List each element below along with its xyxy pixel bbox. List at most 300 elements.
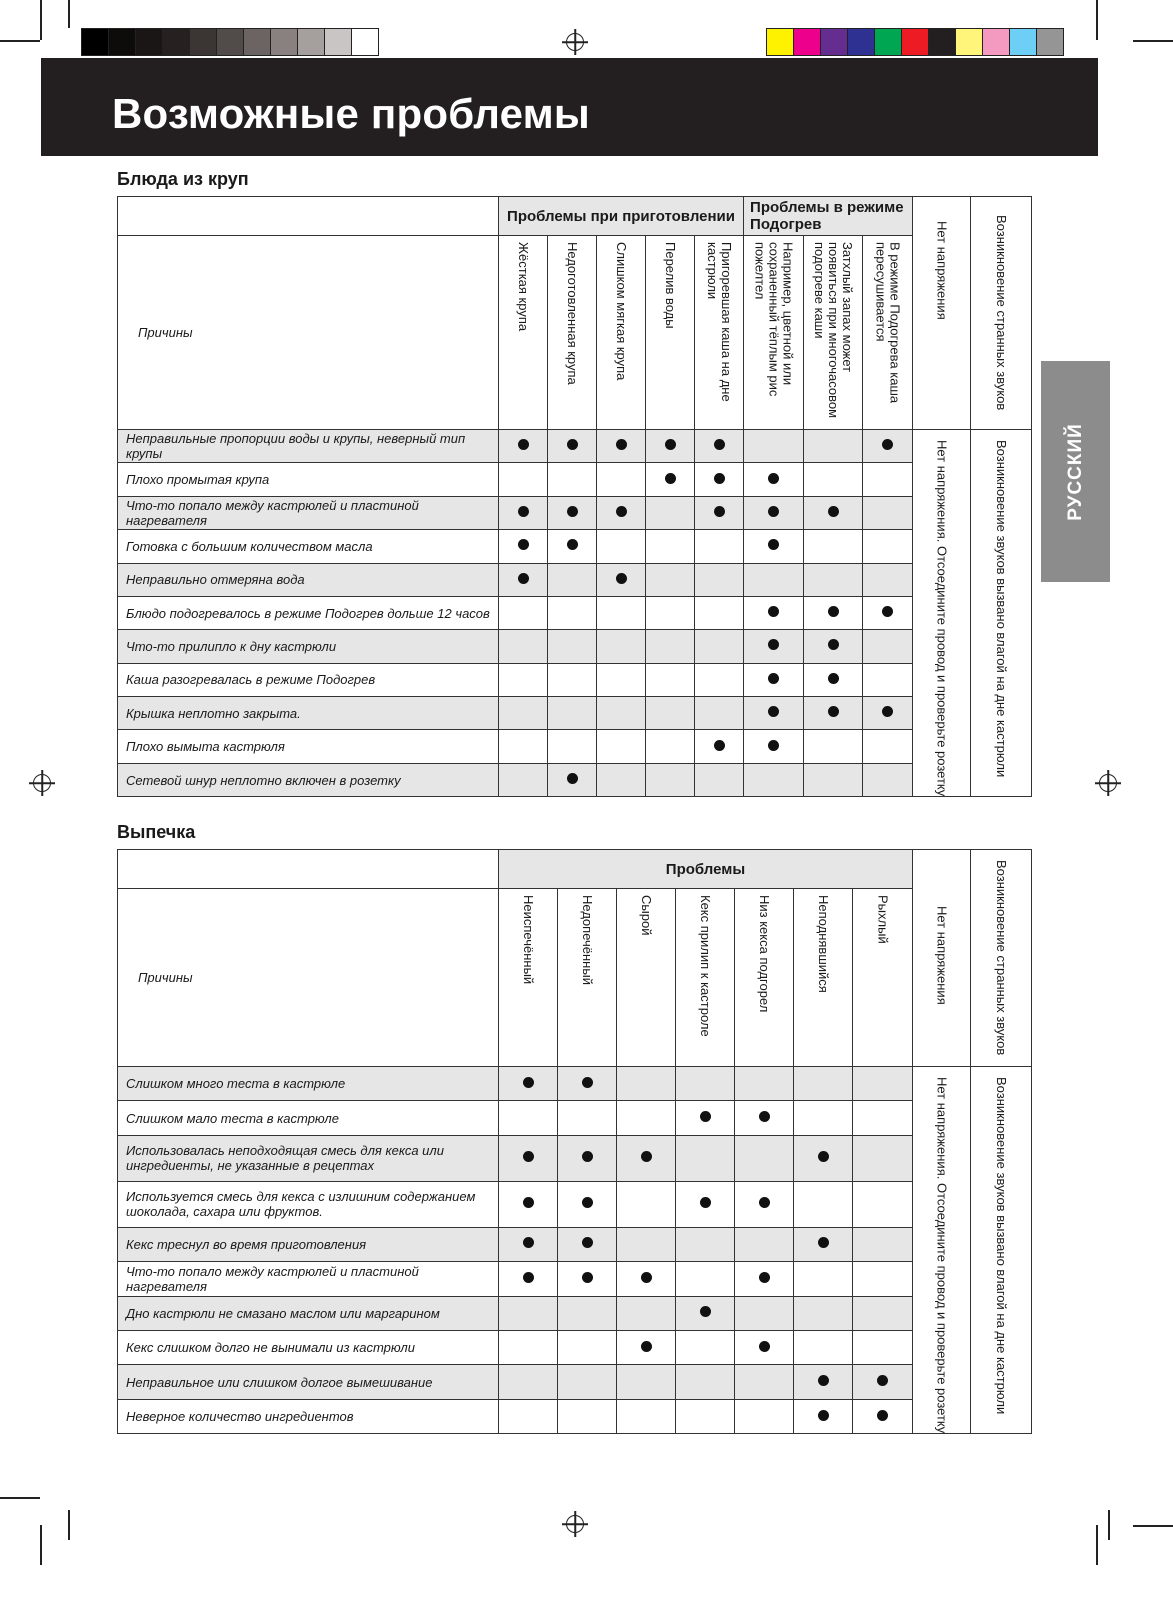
grains-column-header xyxy=(597,236,646,430)
grains-cause-cell: Сетевой шнур неплотно включен в розетку xyxy=(118,763,499,797)
bullet-dot-icon xyxy=(882,706,893,717)
grains-mark-cell xyxy=(548,530,597,563)
bullet-dot-icon xyxy=(877,1375,888,1386)
baking-mark-cell xyxy=(617,1296,676,1330)
grains-mark-cell xyxy=(744,530,804,563)
grains-mark-cell xyxy=(695,697,744,730)
bullet-dot-icon xyxy=(700,1306,711,1317)
baking-mark-cell xyxy=(499,1227,558,1261)
bullet-dot-icon xyxy=(828,606,839,617)
grains-causes-label: Причины xyxy=(118,236,499,430)
baking-group-problems: Проблемы xyxy=(499,850,913,889)
baking-mark-cell xyxy=(499,1135,558,1181)
grains-mark-cell xyxy=(499,596,548,629)
grains-noise-header-cell xyxy=(971,197,1032,430)
color-swatch xyxy=(1037,29,1063,55)
grains-noise-header: Возникновение странных звуков xyxy=(994,215,1010,411)
baking-mark-cell xyxy=(735,1262,794,1296)
crop-mark xyxy=(1096,1525,1098,1565)
grains-mark-cell xyxy=(744,663,804,696)
color-swatch xyxy=(983,29,1010,55)
table-row xyxy=(118,496,1032,529)
grains-no-power-header-cell xyxy=(913,197,971,430)
baking-mark-cell xyxy=(735,1227,794,1261)
baking-mark-cell xyxy=(735,1330,794,1364)
baking-mark-cell xyxy=(558,1365,617,1399)
baking-mark-cell xyxy=(499,1296,558,1330)
baking-cause-cell: Неправильное или слишком долгое вымешивание xyxy=(118,1365,499,1399)
baking-mark-cell xyxy=(794,1101,853,1135)
baking-mark-cell xyxy=(794,1399,853,1433)
baking-mark-cell xyxy=(676,1262,735,1296)
grains-cause-cell: Каша разогревалась в режиме Подогрев xyxy=(118,663,499,696)
table-row xyxy=(118,1399,1032,1433)
baking-mark-cell xyxy=(676,1227,735,1261)
registration-mark-icon xyxy=(33,774,51,792)
baking-causes-label: Причины xyxy=(118,889,499,1067)
baking-mark-cell xyxy=(853,1067,913,1101)
baking-table xyxy=(117,849,1032,1434)
grains-mark-cell xyxy=(744,730,804,763)
grains-mark-cell xyxy=(744,563,804,596)
grains-noise-text: Возникновение звуков вызвано влагой на дне кастрюли xyxy=(994,440,1010,778)
table-row xyxy=(118,1262,1032,1296)
baking-mark-cell xyxy=(499,1330,558,1364)
table-row xyxy=(118,430,1032,463)
crop-mark xyxy=(40,1525,42,1565)
baking-mark-cell xyxy=(558,1067,617,1101)
color-swatch xyxy=(163,29,190,55)
bullet-dot-icon xyxy=(523,1197,534,1208)
bullet-dot-icon xyxy=(518,539,529,550)
bullet-dot-icon xyxy=(759,1272,770,1283)
baking-section-title: Выпечка xyxy=(117,822,196,842)
grains-mark-cell xyxy=(597,763,646,797)
grains-mark-cell xyxy=(863,663,913,696)
baking-cause-cell: Кекс слишком долго не вынимали из кастрюли xyxy=(118,1330,499,1364)
grains-mark-cell xyxy=(548,763,597,797)
baking-no-power-header-cell xyxy=(913,850,971,1067)
grains-mark-cell xyxy=(695,563,744,596)
bullet-dot-icon xyxy=(641,1151,652,1162)
bullet-dot-icon xyxy=(714,740,725,751)
baking-mark-cell xyxy=(676,1330,735,1364)
grains-column-header-label: Слишком мягкая крупа xyxy=(614,242,629,381)
grains-mark-cell xyxy=(695,530,744,563)
bullet-dot-icon xyxy=(768,606,779,617)
bullet-dot-icon xyxy=(567,539,578,550)
crop-mark xyxy=(68,0,70,28)
baking-mark-cell xyxy=(499,1101,558,1135)
grains-column-header xyxy=(548,236,597,430)
bullet-dot-icon xyxy=(768,639,779,650)
color-swatch xyxy=(956,29,983,55)
baking-mark-cell xyxy=(794,1365,853,1399)
baking-mark-cell xyxy=(853,1135,913,1181)
grains-mark-cell xyxy=(499,630,548,663)
bullet-dot-icon xyxy=(759,1197,770,1208)
baking-column-header-label: Низ кекса подгорел xyxy=(757,895,772,1013)
grains-mark-cell xyxy=(863,463,913,496)
registration-mark-icon xyxy=(566,33,584,51)
bullet-dot-icon xyxy=(768,539,779,550)
baking-cause-cell: Дно кастрюли не смазано маслом или маргарином xyxy=(118,1296,499,1330)
grains-mark-cell xyxy=(744,496,804,529)
grains-mark-cell xyxy=(695,430,744,463)
bullet-dot-icon xyxy=(523,1077,534,1088)
color-swatch xyxy=(217,29,244,55)
color-swatch xyxy=(875,29,902,55)
table-row xyxy=(118,530,1032,563)
bullet-dot-icon xyxy=(714,506,725,517)
crop-mark xyxy=(1096,0,1098,40)
baking-mark-cell xyxy=(735,1365,794,1399)
grains-table xyxy=(117,196,1032,797)
grains-mark-cell xyxy=(597,563,646,596)
bullet-dot-icon xyxy=(759,1111,770,1122)
table-row xyxy=(118,1181,1032,1227)
baking-mark-cell xyxy=(676,1101,735,1135)
grains-mark-cell xyxy=(646,697,695,730)
baking-mark-cell xyxy=(558,1399,617,1433)
bullet-dot-icon xyxy=(818,1151,829,1162)
bullet-dot-icon xyxy=(567,506,578,517)
grains-mark-cell xyxy=(597,663,646,696)
baking-mark-cell xyxy=(558,1227,617,1261)
grains-column-header xyxy=(695,236,744,430)
crop-mark xyxy=(40,0,42,40)
baking-mark-cell xyxy=(499,1181,558,1227)
grains-mark-cell xyxy=(597,697,646,730)
baking-mark-cell xyxy=(794,1296,853,1330)
baking-mark-cell xyxy=(676,1181,735,1227)
grains-mark-cell xyxy=(499,763,548,797)
grains-column-header-label: В режиме Подогрева каша пересушивается xyxy=(873,242,903,404)
baking-mark-cell xyxy=(853,1330,913,1364)
baking-mark-cell xyxy=(853,1365,913,1399)
crop-mark xyxy=(68,1510,70,1540)
grains-mark-cell xyxy=(744,630,804,663)
baking-mark-cell xyxy=(558,1262,617,1296)
baking-mark-cell xyxy=(617,1365,676,1399)
grains-cause-cell: Что-то попало между кастрюлей и пластиной нагревателя xyxy=(118,496,499,529)
crop-mark xyxy=(1133,40,1173,42)
bullet-dot-icon xyxy=(523,1151,534,1162)
baking-mark-cell xyxy=(853,1399,913,1433)
baking-column-header xyxy=(617,889,676,1067)
grains-column-header-label: Жёсткая крупа xyxy=(516,242,531,332)
baking-column-header-label: Рыхлый xyxy=(875,895,891,944)
grains-no-power-text: Нет напряжения. Отсоедините провод и проверьте розетку xyxy=(934,440,950,797)
bullet-dot-icon xyxy=(641,1341,652,1352)
grains-group-cooking: Проблемы при приготовлении xyxy=(499,197,744,236)
grains-mark-cell xyxy=(804,630,863,663)
baking-mark-cell xyxy=(499,1365,558,1399)
page-title: Возможные проблемы xyxy=(112,90,590,137)
baking-corner-cell xyxy=(118,850,499,889)
grains-cause-cell: Неправильно отмеряна вода xyxy=(118,563,499,596)
bullet-dot-icon xyxy=(582,1272,593,1283)
language-tab xyxy=(1041,361,1110,582)
grains-mark-cell xyxy=(499,463,548,496)
bullet-dot-icon xyxy=(882,439,893,450)
color-swatch xyxy=(271,29,298,55)
baking-noise-cell xyxy=(971,1067,1032,1434)
color-swatch xyxy=(109,29,136,55)
grains-mark-cell xyxy=(863,563,913,596)
baking-mark-cell xyxy=(853,1227,913,1261)
bullet-dot-icon xyxy=(616,439,627,450)
grains-cause-cell: Плохо промытая крупа xyxy=(118,463,499,496)
bullet-dot-icon xyxy=(523,1237,534,1248)
grains-group-warm: Проблемы в режиме Подогрев xyxy=(744,197,913,236)
baking-mark-cell xyxy=(558,1296,617,1330)
grains-mark-cell xyxy=(804,763,863,797)
baking-noise-header-cell xyxy=(971,850,1032,1067)
grains-mark-cell xyxy=(695,496,744,529)
baking-mark-cell xyxy=(735,1296,794,1330)
grains-mark-cell xyxy=(597,630,646,663)
baking-mark-cell xyxy=(558,1181,617,1227)
baking-column-header-label: Неподнявшийся xyxy=(816,895,831,993)
grains-mark-cell xyxy=(804,663,863,696)
grains-mark-cell xyxy=(804,596,863,629)
table-row xyxy=(118,1330,1032,1364)
grains-mark-cell xyxy=(499,430,548,463)
grains-mark-cell xyxy=(863,530,913,563)
grains-cause-cell: Что-то прилипло к дну кастрюли xyxy=(118,630,499,663)
grains-mark-cell xyxy=(548,630,597,663)
baking-mark-cell xyxy=(617,1262,676,1296)
baking-mark-cell xyxy=(794,1262,853,1296)
table-row xyxy=(118,1067,1032,1101)
color-swatch xyxy=(82,29,109,55)
baking-column-header xyxy=(853,889,913,1067)
bullet-dot-icon xyxy=(818,1237,829,1248)
grains-mark-cell xyxy=(646,496,695,529)
table-row xyxy=(118,1135,1032,1181)
color-swatch xyxy=(848,29,875,55)
baking-mark-cell xyxy=(558,1135,617,1181)
grains-mark-cell xyxy=(646,530,695,563)
table-row xyxy=(118,1365,1032,1399)
bullet-dot-icon xyxy=(768,673,779,684)
grains-column-header xyxy=(499,236,548,430)
grains-mark-cell xyxy=(597,496,646,529)
baking-cause-cell: Используется смесь для кекса с излишним содержанием шоколада, сахара или фруктов. xyxy=(118,1181,499,1227)
baking-no-power-header: Нет напряжения xyxy=(934,906,950,1005)
grains-cause-cell: Плохо вымыта кастрюля xyxy=(118,730,499,763)
baking-column-header-label: Неиспечённый xyxy=(521,895,536,985)
grains-mark-cell xyxy=(499,697,548,730)
baking-mark-cell xyxy=(558,1330,617,1364)
baking-column-header-label: Недопечённый xyxy=(580,895,595,985)
bullet-dot-icon xyxy=(759,1341,770,1352)
baking-mark-cell xyxy=(853,1296,913,1330)
baking-mark-cell xyxy=(617,1135,676,1181)
language-tab-label: РУССКИЙ xyxy=(1064,422,1086,521)
registration-mark-icon xyxy=(1099,774,1117,792)
baking-cause-cell: Слишком мало теста в кастрюле xyxy=(118,1101,499,1135)
baking-mark-cell xyxy=(676,1067,735,1101)
grains-mark-cell xyxy=(863,763,913,797)
color-swatch xyxy=(821,29,848,55)
grains-mark-cell xyxy=(646,663,695,696)
grains-mark-cell xyxy=(804,697,863,730)
baking-cause-cell: Кекс треснул во время приготовления xyxy=(118,1227,499,1261)
grains-mark-cell xyxy=(804,530,863,563)
grains-column-header xyxy=(804,236,863,430)
color-swatch xyxy=(1010,29,1037,55)
baking-column-header xyxy=(499,889,558,1067)
grains-no-power-cell xyxy=(913,430,971,797)
grains-cause-cell: Готовка с большим количеством масла xyxy=(118,530,499,563)
baking-mark-cell xyxy=(853,1101,913,1135)
table-row xyxy=(118,1101,1032,1135)
grains-corner-cell xyxy=(118,197,499,236)
grains-mark-cell xyxy=(548,430,597,463)
grains-mark-cell xyxy=(863,730,913,763)
grains-mark-cell xyxy=(863,630,913,663)
grains-no-power-header: Нет напряжения xyxy=(934,221,950,320)
grains-cause-cell: Блюдо подогревалось в режиме Подогрев дольше 12 часов xyxy=(118,596,499,629)
process-color-bar xyxy=(766,28,1064,56)
grains-mark-cell xyxy=(499,496,548,529)
grains-mark-cell xyxy=(499,530,548,563)
bullet-dot-icon xyxy=(567,773,578,784)
bullet-dot-icon xyxy=(700,1111,711,1122)
baking-column-header-label: Кекс прилип к кастроле xyxy=(698,895,713,1037)
baking-mark-cell xyxy=(794,1330,853,1364)
grains-column-header-label: Затхлый запах может появиться при многочасовом подогреве каши xyxy=(812,242,856,419)
baking-mark-cell xyxy=(735,1101,794,1135)
grains-mark-cell xyxy=(597,530,646,563)
grains-section-title: Блюда из круп xyxy=(117,169,249,189)
grains-mark-cell xyxy=(499,730,548,763)
crop-mark xyxy=(1133,1525,1173,1527)
table-row xyxy=(118,630,1032,663)
grains-mark-cell xyxy=(646,730,695,763)
grains-column-header-label: Недоготовленная крупа xyxy=(565,242,580,385)
grains-mark-cell xyxy=(695,630,744,663)
crop-mark xyxy=(0,40,40,42)
grains-mark-cell xyxy=(499,563,548,596)
bullet-dot-icon xyxy=(768,740,779,751)
baking-mark-cell xyxy=(617,1399,676,1433)
bullet-dot-icon xyxy=(828,673,839,684)
grains-mark-cell xyxy=(646,596,695,629)
baking-mark-cell xyxy=(617,1227,676,1261)
bullet-dot-icon xyxy=(518,439,529,450)
grains-mark-cell xyxy=(695,596,744,629)
grains-mark-cell xyxy=(695,730,744,763)
table-row xyxy=(118,563,1032,596)
table-row xyxy=(118,763,1032,797)
bullet-dot-icon xyxy=(828,706,839,717)
baking-mark-cell xyxy=(499,1262,558,1296)
grains-mark-cell xyxy=(744,596,804,629)
bullet-dot-icon xyxy=(582,1237,593,1248)
baking-mark-cell xyxy=(617,1101,676,1135)
grains-mark-cell xyxy=(646,763,695,797)
grains-cause-cell: Неправильные пропорции воды и крупы, неверный тип крупы xyxy=(118,430,499,463)
table-row xyxy=(118,1296,1032,1330)
grains-mark-cell xyxy=(744,430,804,463)
baking-mark-cell xyxy=(617,1067,676,1101)
bullet-dot-icon xyxy=(523,1272,534,1283)
grains-column-header xyxy=(863,236,913,430)
bullet-dot-icon xyxy=(616,506,627,517)
table-row xyxy=(118,730,1032,763)
baking-mark-cell xyxy=(676,1135,735,1181)
grains-mark-cell xyxy=(548,663,597,696)
baking-mark-cell xyxy=(853,1262,913,1296)
grains-column-header xyxy=(646,236,695,430)
grains-mark-cell xyxy=(695,463,744,496)
grains-mark-cell xyxy=(744,763,804,797)
baking-mark-cell xyxy=(676,1399,735,1433)
bullet-dot-icon xyxy=(877,1410,888,1421)
gray-color-bar xyxy=(81,28,379,56)
baking-mark-cell xyxy=(558,1101,617,1135)
bullet-dot-icon xyxy=(768,473,779,484)
bullet-dot-icon xyxy=(582,1151,593,1162)
baking-mark-cell xyxy=(794,1067,853,1101)
crop-mark xyxy=(1108,1510,1110,1540)
grains-mark-cell xyxy=(804,730,863,763)
grains-mark-cell xyxy=(646,430,695,463)
bullet-dot-icon xyxy=(616,573,627,584)
bullet-dot-icon xyxy=(567,439,578,450)
baking-mark-cell xyxy=(499,1067,558,1101)
grains-mark-cell xyxy=(548,563,597,596)
grains-mark-cell xyxy=(548,496,597,529)
baking-column-header xyxy=(676,889,735,1067)
color-swatch xyxy=(244,29,271,55)
baking-mark-cell xyxy=(617,1330,676,1364)
bullet-dot-icon xyxy=(665,439,676,450)
grains-mark-cell xyxy=(695,663,744,696)
bullet-dot-icon xyxy=(714,473,725,484)
grains-mark-cell xyxy=(695,763,744,797)
color-swatch xyxy=(190,29,217,55)
baking-cause-cell: Использовалась неподходящая смесь для кекса или ингредиенты, не указанные в рецептах xyxy=(118,1135,499,1181)
bullet-dot-icon xyxy=(818,1410,829,1421)
bullet-dot-icon xyxy=(518,573,529,584)
baking-column-header xyxy=(794,889,853,1067)
grains-mark-cell xyxy=(863,697,913,730)
grains-mark-cell xyxy=(548,596,597,629)
grains-mark-cell xyxy=(804,563,863,596)
bullet-dot-icon xyxy=(518,506,529,517)
color-swatch xyxy=(325,29,352,55)
grains-mark-cell xyxy=(804,430,863,463)
baking-mark-cell xyxy=(735,1399,794,1433)
baking-mark-cell xyxy=(853,1181,913,1227)
grains-mark-cell xyxy=(597,463,646,496)
color-swatch xyxy=(902,29,929,55)
baking-mark-cell xyxy=(735,1135,794,1181)
table-row xyxy=(118,697,1032,730)
bullet-dot-icon xyxy=(828,639,839,650)
grains-column-header xyxy=(744,236,804,430)
table-row xyxy=(118,663,1032,696)
baking-mark-cell xyxy=(794,1181,853,1227)
bullet-dot-icon xyxy=(818,1375,829,1386)
baking-column-header-label: Сырой xyxy=(639,895,654,936)
color-swatch xyxy=(298,29,325,55)
baking-mark-cell xyxy=(794,1227,853,1261)
